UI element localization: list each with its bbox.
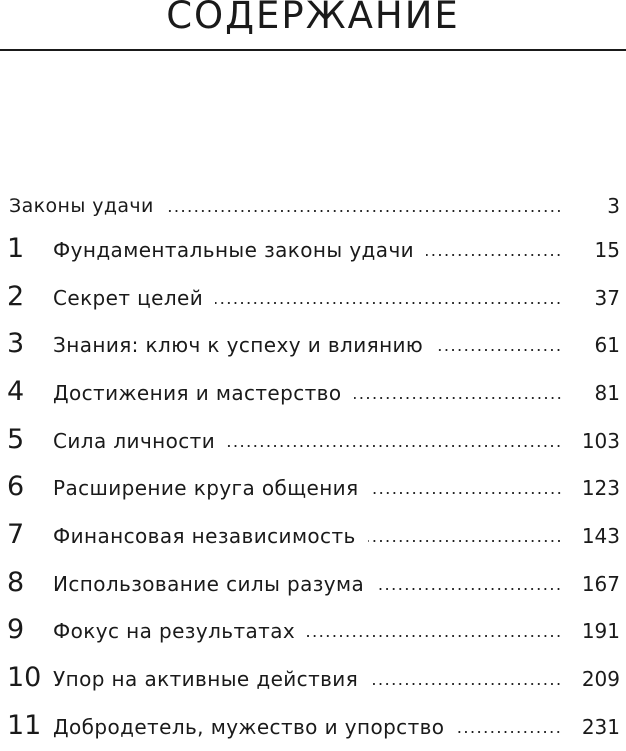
chapter-number: 6: [7, 471, 25, 503]
toc-entry-chapter[interactable]: [0, 274, 626, 322]
chapter-title: Знания: ключ к успеху и влиянию: [53, 333, 424, 358]
chapter-title: Расширение круга общения: [53, 476, 359, 501]
toc-entry-chapter[interactable]: [0, 512, 626, 560]
chapter-title: Фокус на результатах: [53, 619, 296, 644]
toc-entry-body: [53, 333, 562, 357]
toc-page-number: 231: [581, 714, 620, 739]
toc-entry-body: [53, 476, 562, 500]
toc-entry-body: [53, 381, 562, 405]
dot-leader: [307, 634, 562, 638]
toc-page-number: 3: [607, 194, 620, 218]
chapter-title: Секрет целей: [53, 285, 204, 310]
table-of-contents: [0, 186, 626, 751]
toc-entry-chapter[interactable]: [0, 321, 626, 369]
toc-page-number: 81: [594, 380, 620, 405]
toc-entry-body: [53, 286, 562, 310]
chapter-number: 4: [7, 376, 25, 408]
dot-leader: [215, 301, 562, 305]
chapter-title: Финансовая независимость: [53, 523, 356, 548]
toc-page-number: 143: [581, 523, 620, 548]
dot-leader: [227, 444, 562, 448]
chapter-number: 2: [7, 280, 25, 312]
chapter-number: 11: [7, 709, 42, 741]
chapter-title: Сила личности: [53, 428, 216, 453]
dot-leader: [371, 491, 563, 495]
toc-page-number: 167: [581, 571, 620, 596]
dot-leader: [370, 682, 562, 686]
toc-entry-chapter[interactable]: [0, 369, 626, 417]
toc-entry-chapter[interactable]: [0, 608, 626, 656]
chapter-number: 9: [7, 614, 25, 646]
toc-page-number: 123: [581, 476, 620, 501]
chapter-number: 3: [7, 328, 25, 360]
chapter-number: 8: [7, 566, 25, 598]
toc-entry-body: [53, 238, 562, 262]
chapter-title: Использование силы разума: [53, 571, 365, 596]
toc-entry-body: [53, 572, 562, 596]
chapter-title: Фундаментальные законы удачи: [53, 237, 415, 262]
chapter-title: Достижения и мастерство: [53, 380, 342, 405]
toc-entry-chapter[interactable]: [0, 655, 626, 703]
dot-leader: [426, 253, 562, 257]
toc-entry-body: [53, 715, 562, 739]
toc-entry-body: [53, 429, 562, 453]
toc-page-number: 103: [581, 428, 620, 453]
toc-page-number: 209: [581, 667, 620, 692]
toc-entry-body: [53, 524, 562, 548]
chapter-number: 1: [7, 232, 25, 264]
chapter-number: 10: [7, 662, 42, 694]
toc-entry-chapter[interactable]: [0, 703, 626, 751]
toc-page-number: 37: [594, 285, 620, 310]
toc-page-number: 61: [594, 333, 620, 358]
dot-leader: [368, 539, 562, 543]
chapter-number: 5: [7, 423, 25, 455]
dot-leader: [354, 396, 562, 400]
toc-entry-body: [53, 667, 562, 691]
toc-entry-body: [53, 619, 562, 643]
chapter-title: Добродетель, мужество и упорство: [53, 714, 445, 739]
toc-entry-intro[interactable]: [0, 186, 626, 226]
toc-entry-chapter[interactable]: [0, 417, 626, 465]
dot-leader: [376, 587, 562, 591]
title-underline: [0, 49, 626, 51]
toc-entry-chapter[interactable]: [0, 464, 626, 512]
toc-entry-body: [9, 194, 562, 218]
page-title: СОДЕРЖАНИЕ: [166, 0, 460, 37]
dot-leader: [435, 348, 562, 352]
chapter-title: Упор на активные действия: [53, 667, 359, 692]
dot-leader: [456, 730, 562, 734]
toc-page-number: 15: [594, 237, 620, 262]
toc-page-number: 191: [581, 619, 620, 644]
toc-entry-title: Законы удачи: [9, 195, 154, 217]
toc-entry-chapter[interactable]: [0, 560, 626, 608]
dot-leader: [166, 209, 562, 213]
toc-entry-chapter[interactable]: [0, 226, 626, 274]
chapter-number: 7: [7, 519, 25, 551]
